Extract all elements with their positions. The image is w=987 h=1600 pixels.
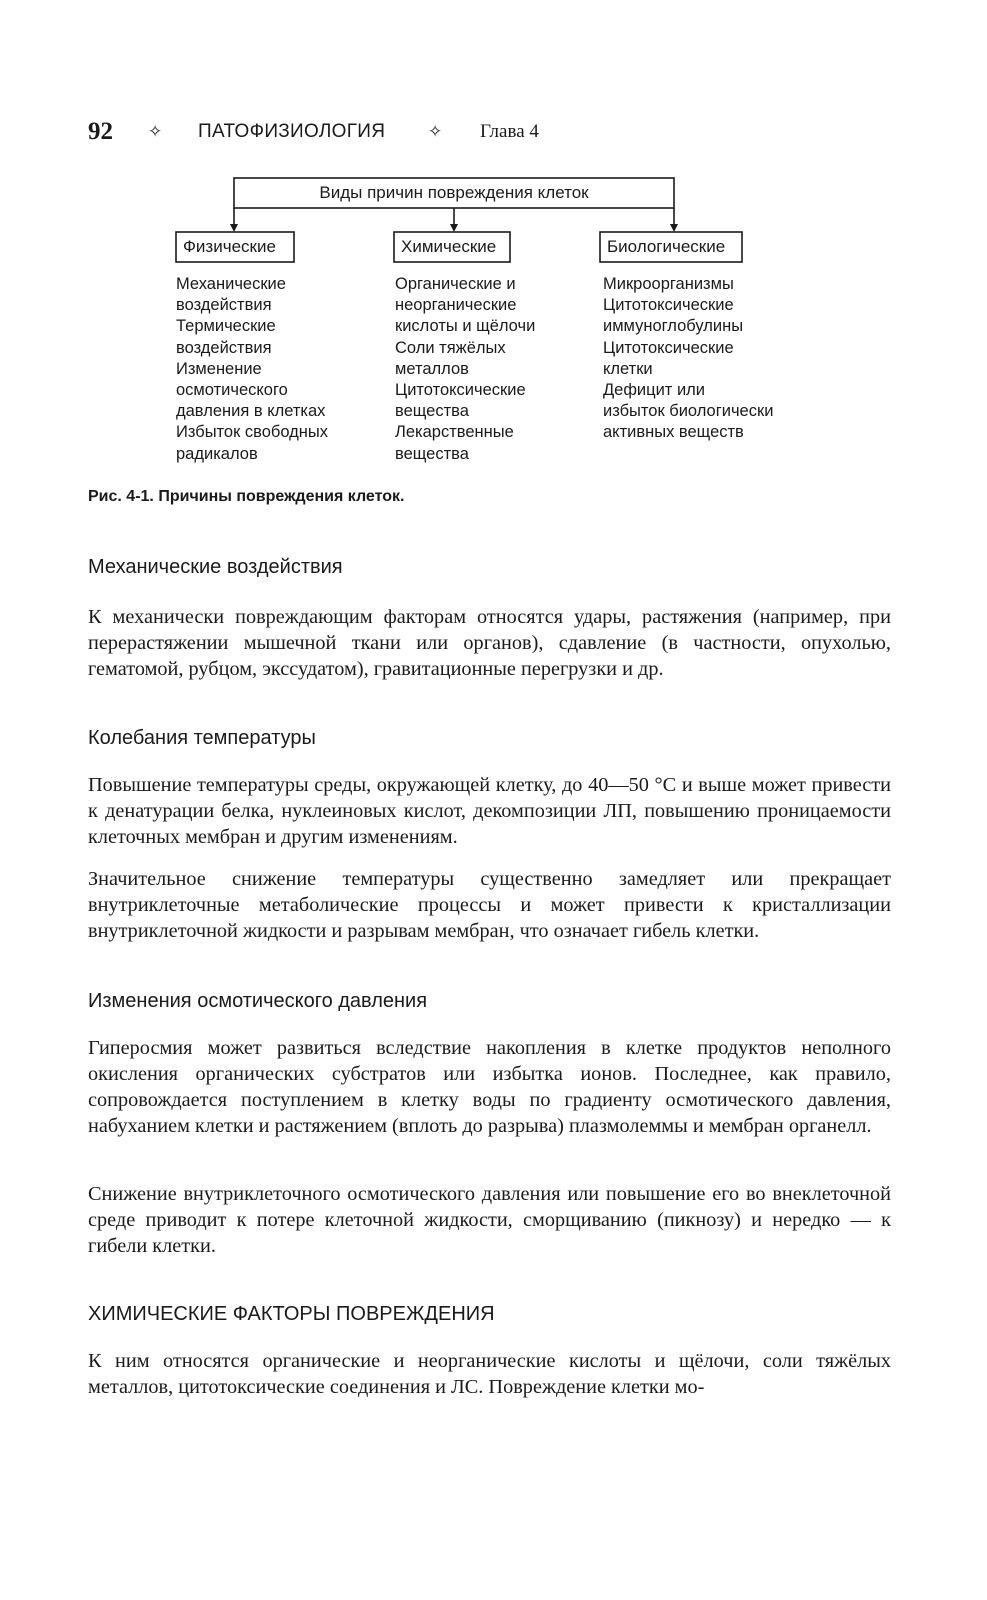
list-item: Изменение (176, 359, 262, 378)
figure-caption (88, 488, 404, 506)
category-label-biological: Биологические (607, 237, 726, 256)
page-number: 92 (88, 118, 113, 145)
list-item: иммуноглобулины (603, 317, 744, 336)
list-item: вещества (395, 444, 469, 463)
cell-damage-diagram (0, 0, 987, 520)
list-item: Лекарственные (395, 423, 514, 442)
list-item: вещества (395, 402, 469, 421)
chapter-label: Глава 4 (480, 121, 539, 142)
section-heading: Колебания температуры (88, 727, 316, 749)
paragraph: Снижение внутриклеточного осмотического давления или повышение его во внеклеточной среде приводит к потере клеточной жидкости, сморщиванию (пикнозу) и нередко — к гибели клетки. (88, 1183, 891, 1258)
diagram-title: Виды причин повреждения клеток (319, 183, 589, 202)
list-item: осмотического (176, 381, 288, 400)
list-item: клетки (603, 359, 653, 378)
list-item: Цитотоксические (395, 381, 526, 400)
biological-causes-list (603, 274, 833, 444)
list-item: радикалов (176, 444, 258, 463)
list-item: неорганические (395, 296, 517, 315)
paragraph: Значительное снижение температуры существенно замедляет или прекращает внутриклеточные метаболические процессы и может привести к кристаллизации внутриклеточной жидкости и разрывам мембран, что означает гибель клетки. (88, 868, 891, 943)
list-item: воздействия (176, 338, 272, 357)
category-label-chemical: Химические (401, 237, 497, 256)
list-item: давления в клетках (176, 402, 326, 421)
list-item: Избыток свободных (176, 423, 329, 442)
section-heading: Изменения осмотического давления (88, 990, 428, 1012)
arrow-middle-icon (450, 224, 458, 232)
list-item: воздействия (176, 296, 272, 315)
chemical-causes-list (395, 274, 600, 465)
list-item: Цитотоксические (603, 296, 734, 315)
arrow-left-icon (230, 224, 238, 232)
header-diamond-icon: ✧ (148, 122, 163, 141)
section-heading: ХИМИЧЕСКИЕ ФАКТОРЫ ПОВРЕЖДЕНИЯ (88, 1303, 495, 1325)
list-item: избыток биологически (603, 402, 774, 421)
list-item: металлов (395, 359, 469, 378)
list-item: Цитотоксические (603, 338, 734, 357)
figure-caption-label: Рис. 4-1. (88, 488, 154, 505)
paragraph: К механически повреждающим факторам относятся удары, растяжения (например, при перерастяжении мышечной ткани или органов), сдавление (в частности, опухолью, гематомой, рубцом, экссудатом), гравитационные перегрузки и др. (88, 606, 891, 681)
list-item: Соли тяжёлых (395, 338, 506, 357)
paragraph: К ним относятся органические и неорганические кислоты и щёлочи, соли тяжёлых металлов, цитотоксические соединения и ЛС. Повреждение клетки мо- (88, 1350, 891, 1399)
list-item: кислоты и щёлочи (395, 317, 536, 336)
list-item: активных веществ (603, 423, 744, 442)
section-heading: Механические воздействия (88, 556, 343, 578)
list-item: Термические (176, 317, 276, 336)
paragraph: Гиперосмия может развиться вследствие накопления в клетке продуктов неполного окисления органических субстратов или избытка ионов. Последнее, как правило, сопровождается поступлением в клетку воды по градиенту осмотического давления, набуханием клетки и растяжением (вплоть до разрыва) плазмолеммы и мембран органелл. (88, 1037, 891, 1138)
list-item: Органические и (395, 275, 516, 293)
book-title: ПАТОФИЗИОЛОГИЯ (198, 121, 386, 142)
figure-caption-text: Причины повреждения клеток. (158, 488, 405, 505)
list-item: Микроорганизмы (603, 275, 734, 293)
category-label-physical: Физические (183, 237, 276, 256)
list-item: Механические (176, 275, 286, 293)
arrow-right-icon (670, 224, 678, 232)
physical-causes-list (176, 274, 391, 465)
list-item: Дефицит или (603, 381, 706, 400)
header-diamond-icon: ✧ (428, 122, 443, 141)
paragraph: Повышение температуры среды, окружающей клетку, до 40—50 °С и выше может привести к денатурации белка, нуклеиновых кислот, декомпозиции ЛП, повышению проницаемости клеточных мембран и другим изменениям. (88, 774, 891, 849)
